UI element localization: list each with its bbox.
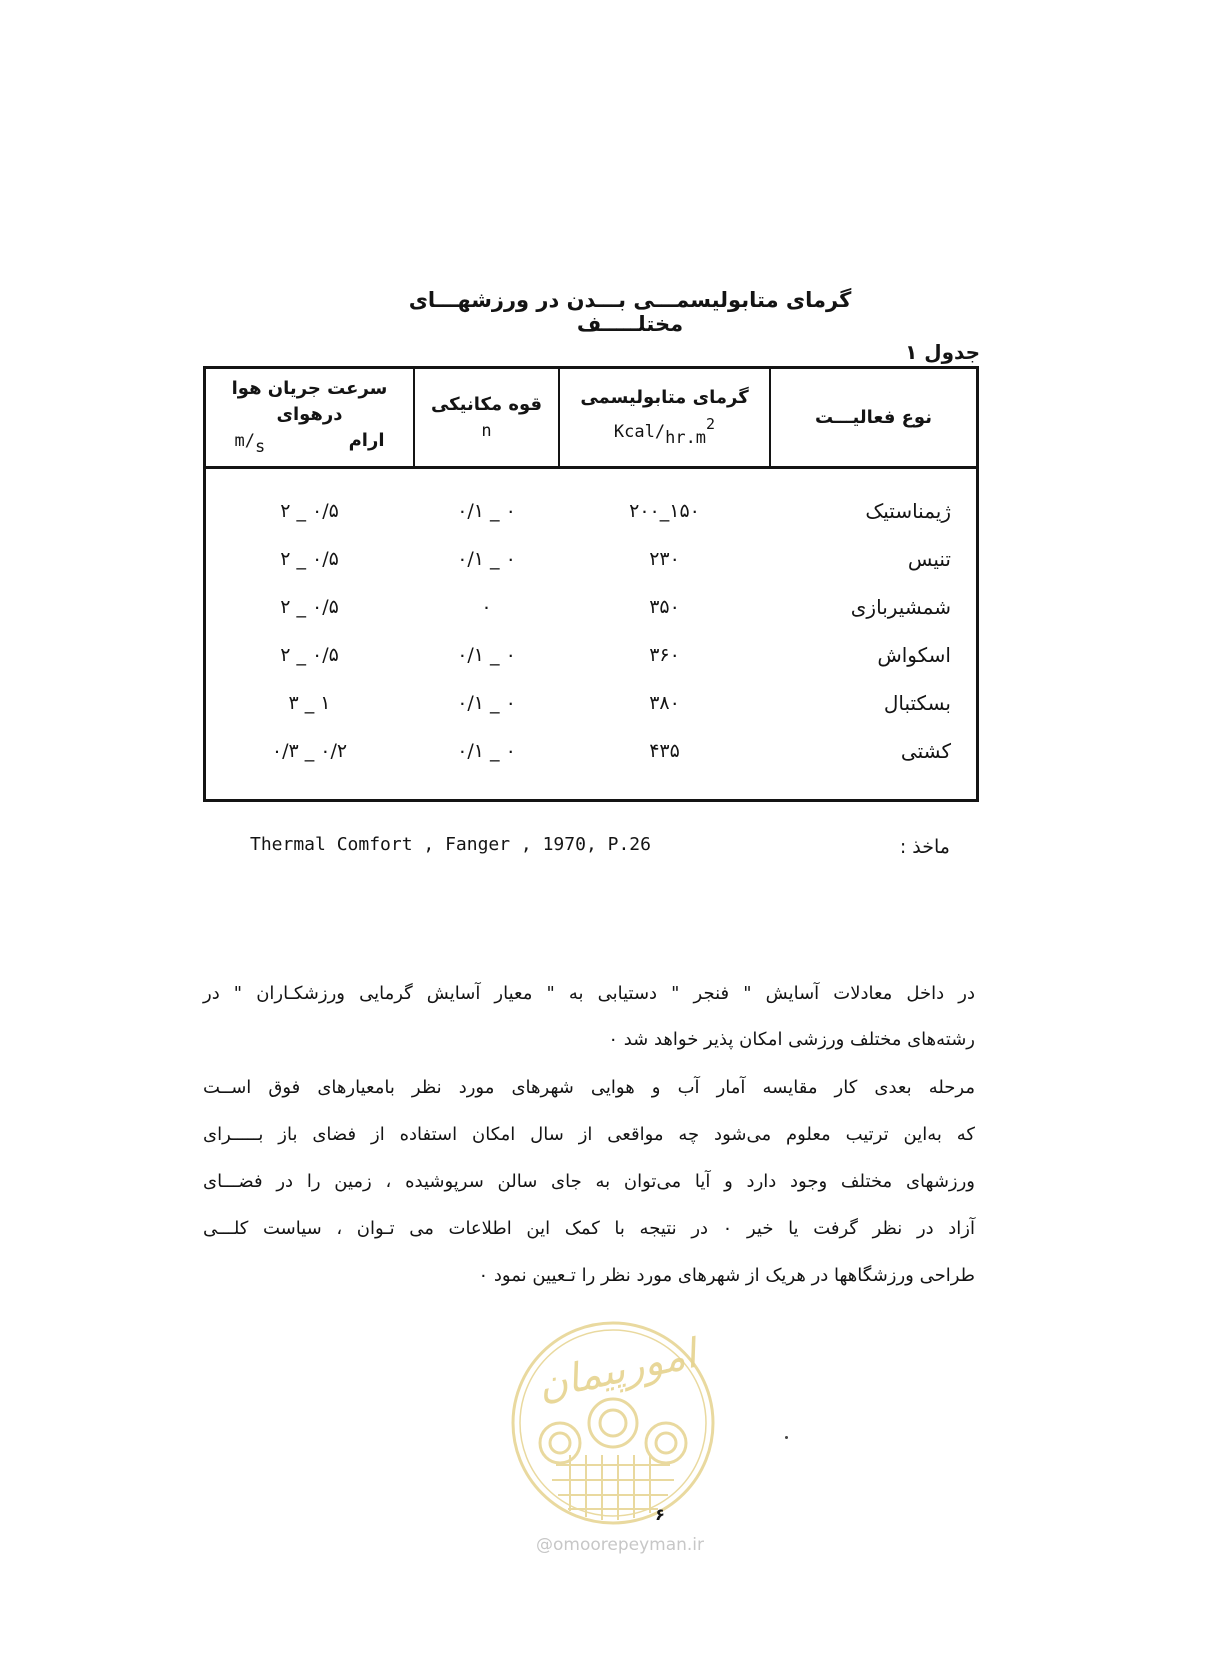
document-title: گرمای متابولیسمـــی بـــدن در ورزشهـــای مختلـــــف xyxy=(408,288,852,336)
table-cell-metabolic: ۳۸۰ xyxy=(649,692,680,714)
source-citation: Thermal Comfort , Fanger , 1970, P.26 xyxy=(250,834,651,855)
table-cell-airspeed: ۰/۵ _ ۲ xyxy=(280,500,339,522)
metabolic-heat-table xyxy=(203,366,979,802)
page-number: ۶ xyxy=(655,1505,665,1524)
header-airspeed-second-line: m/s ارام xyxy=(234,429,385,457)
table-cell-airspeed: ۰/۵ _ ۲ xyxy=(280,548,339,570)
header-activity-label: نوع فعالیـــت xyxy=(815,406,932,428)
table-cell-mechanical: ۰ _ ۰/۱ xyxy=(457,692,516,714)
table-cell-metabolic: ۳۵۰ xyxy=(649,596,680,618)
watermark-seal xyxy=(508,1315,718,1530)
paragraph-line: در داخل معادلات آسایش " فنجر " دستیابی به " معیار آسایش گرمایی ورزشکـاران " در xyxy=(203,983,975,1004)
header-metabolic xyxy=(560,369,769,466)
paragraph-line: طراحی ورزشگاهها در هریک از شهرهای مورد نظر را تـعیین نمود ۰ xyxy=(478,1265,975,1286)
header-metabolic-label: گرمای متابولیسمی xyxy=(580,386,749,408)
header-airspeed xyxy=(206,369,413,466)
table-label: جدول ۱ xyxy=(905,340,980,364)
table-cell-airspeed: ۱ _ ۳ xyxy=(288,692,331,714)
table-cell-metabolic: ۴۳۵ xyxy=(649,740,680,762)
table-cell-mechanical: ۰ _ ۰/۱ xyxy=(457,548,516,570)
table-cell-mechanical: ۰ _ ۰/۱ xyxy=(457,740,516,762)
paragraph-line: مرحله بعدی کار مقایسه آمار آب و هوایی شهرهای مورد نظر بامعیارهای فوق اســت xyxy=(203,1077,975,1098)
paragraph-line: که به‌این ترتیب معلوم می‌شود چه مواقعی از سال امکان استفاده از فضای باز بـــــرای xyxy=(203,1124,975,1145)
table-cell-airspeed: ۰/۲ _ ۰/۳ xyxy=(271,740,348,762)
paragraph-line: رشته‌های مختلف ورزشی امکان پذیر خواهد شد ۰ xyxy=(608,1029,975,1050)
table-cell-airspeed: ۰/۵ _ ۲ xyxy=(280,644,339,666)
table-cell-mechanical: ۰ _ ۰/۱ xyxy=(457,500,516,522)
table-cell-metabolic: ۱۵۰_۲۰۰ xyxy=(629,500,700,522)
scan-speck xyxy=(785,1436,788,1439)
header-airspeed-label: سرعت جریان هوا درهوای xyxy=(231,377,388,425)
table-cell-activity: بسکتبال xyxy=(883,691,951,715)
paragraph-line: ورزشهای مختلف وجود دارد و آیا می‌توان به جای سالن سرپوشیده ، زمین را در فضـــای xyxy=(203,1171,975,1192)
table-cell-mechanical: ۰ xyxy=(481,596,492,618)
header-metabolic-unit: Kcal/hr.m2 xyxy=(613,414,716,448)
svg-text:امورپیمان: امورپیمان xyxy=(533,1330,701,1410)
table-cell-activity: اسکواش xyxy=(877,643,951,667)
header-mechanical-label: قوه مکانیکی xyxy=(430,393,543,415)
paragraph-line: آزاد در نظر گرفت یا خیر ۰ در نتیجه با کمک این اطلاعات می تـوان ، سیاست کلـــی xyxy=(203,1218,975,1239)
watermark-url: @omoorepeyman.ir xyxy=(535,1535,705,1555)
table-cell-metabolic: ۲۳۰ xyxy=(649,548,680,570)
header-mechanical xyxy=(415,369,558,466)
table-cell-activity: ژیمناستیک xyxy=(865,499,951,523)
header-mechanical-symbol: n xyxy=(481,420,492,441)
table-cell-metabolic: ۳۶۰ xyxy=(649,644,680,666)
header-activity xyxy=(771,369,976,466)
table-cell-activity: تنیس xyxy=(907,547,951,571)
table-cell-airspeed: ۰/۵ _ ۲ xyxy=(280,596,339,618)
table-cell-activity: شمشیربازی xyxy=(850,595,951,619)
table-cell-activity: کشتی xyxy=(900,739,951,763)
table-cell-mechanical: ۰ _ ۰/۱ xyxy=(457,644,516,666)
header-separator xyxy=(206,466,976,469)
source-label: ماخذ : xyxy=(899,836,950,858)
